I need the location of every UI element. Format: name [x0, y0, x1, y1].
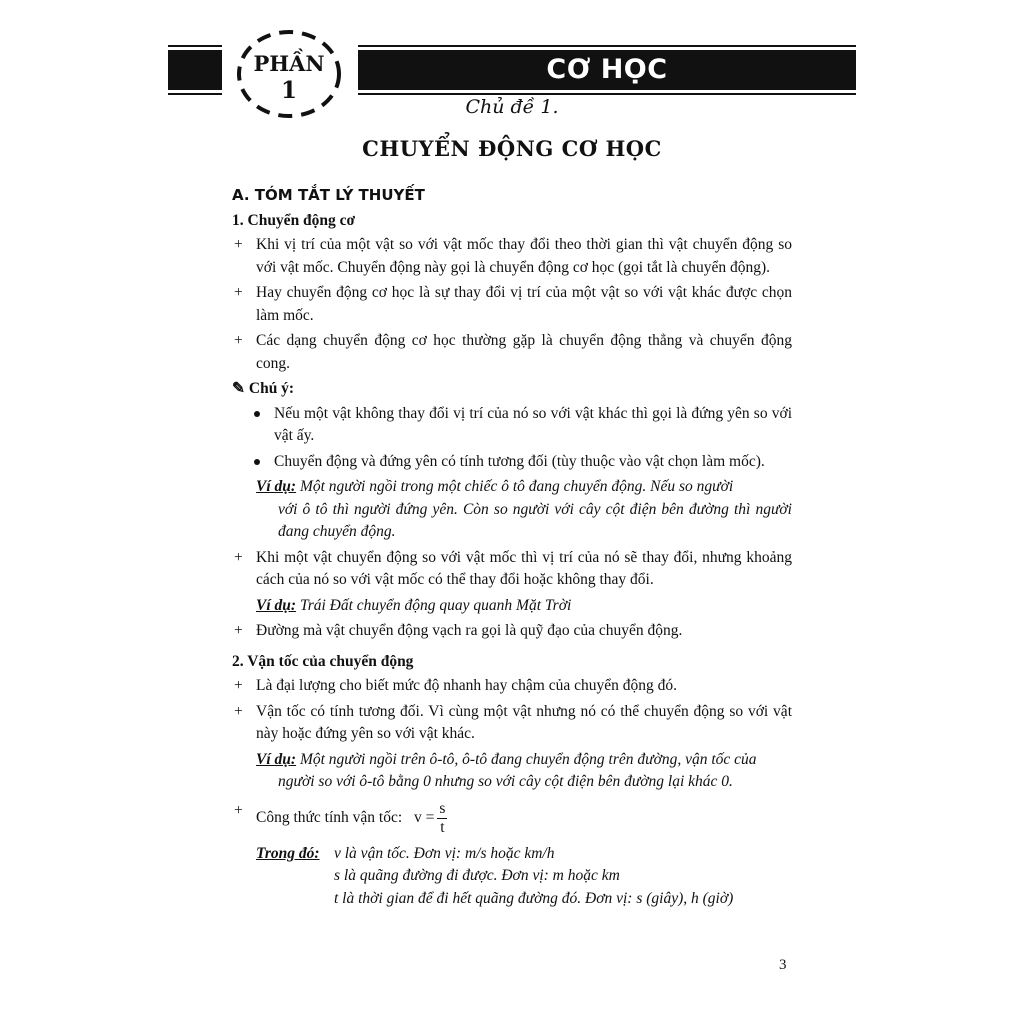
header-rule-top-left — [168, 45, 222, 47]
example-block: Ví dụ: Một người ngồi trong một chiếc ô tô đang chuyển động. Nếu so người với ô tô thì người đứng yên. Còn so người với cây cột điện bên đường thì người đang chuyển động. — [256, 478, 792, 540]
plus-marker: + — [234, 284, 243, 301]
plus-marker: + — [234, 622, 243, 639]
header-rule-bottom-left — [168, 93, 222, 95]
subsection-2-title: 2. Vận tốc của chuyển động — [232, 652, 414, 670]
part-word: PHẦN — [253, 51, 325, 76]
bullet-dot-icon — [254, 411, 260, 417]
fraction-numerator: s — [439, 799, 446, 817]
example-label: Ví dụ: — [256, 750, 297, 768]
subsection-1-title: 1. Chuyển động cơ — [232, 211, 356, 229]
chapter-title: CHUYỂN ĐỘNG CƠ HỌC — [362, 136, 662, 161]
velocity-formula: v = $\frac{s}{t}$ — [414, 799, 446, 836]
list-item: + Khi vị trí của một vật so với vật mốc thay đổi theo thời gian thì vật chuyển động so với vật mốc. Chuyển động này gọi là chuyển động cơ học (gọi tắt là chuyển động). — [234, 236, 792, 276]
list-item: + Đường mà vật chuyển động vạch ra gọi là quỹ đạo của chuyển động. — [232, 620, 792, 643]
list-item: + Các dạng chuyển động cơ học thường gặp là chuyển động thẳng và chuyển động cong. — [234, 332, 792, 372]
note-heading: ✎ Chú ý: — [232, 380, 295, 397]
where-label: Trong đó: — [256, 844, 320, 862]
header-rule-top-right — [358, 45, 856, 47]
example-label: Ví dụ: — [256, 596, 297, 614]
example-label: Ví dụ: — [256, 478, 297, 495]
example-block: Ví dụ: Trái Đất chuyển động quay quanh Mặt Trời — [256, 596, 572, 614]
header-rule-bottom-right — [358, 93, 856, 95]
fraction-denominator: t — [440, 818, 445, 836]
list-item: + Là đại lượng cho biết mức độ nhanh hay chậm của chuyển động đó. — [232, 675, 792, 698]
bullet-dot-icon — [254, 459, 260, 465]
fraction — [437, 800, 447, 837]
plus-marker: + — [234, 801, 243, 819]
topic-label: Chủ đề 1. — [465, 96, 559, 118]
where-line: v là vận tốc. Đơn vị: m/s hoặc km/h — [334, 844, 555, 862]
example-block: Ví dụ: Một người ngồi trên ô-tô, ô-tô đang chuyển động trên đường, vận tốc của người so với ô-tô bằng 0 nhưng so với cây cột điện bên đường lại khác 0. — [256, 750, 757, 790]
list-item: + Vận tốc có tính tương đối. Vì cùng một vật nhưng nó có thể chuyển động so với vật này hoặc đứng yên so với vật khác. — [234, 702, 792, 742]
note-bullet: Chuyển động và đứng yên có tính tương đối (tùy thuộc vào vật chọn làm mốc). — [232, 451, 792, 474]
section-a-title: A. TÓM TẮT LÝ THUYẾT — [232, 186, 425, 204]
list-item: + Hay chuyển động cơ học là sự thay đổi vị trí của một vật so với vật khác được chọn làm mốc. — [234, 284, 792, 324]
pencil-icon: ✎ — [232, 380, 245, 397]
list-item: + Khi một vật chuyển động so với vật mốc thì vị trí của nó sẽ thay đổi, nhưng khoảng cách của nó so với vật mốc có thể thay đổi hoặc không thay đổi. — [234, 548, 792, 588]
plus-marker: + — [234, 677, 243, 694]
header-band-left — [168, 50, 222, 90]
note-bullet: Nếu một vật không thay đổi vị trí của nó so với vật khác thì gọi là đứng yên so với vật ấy. — [232, 403, 792, 448]
formula-row: + Công thức tính vận tốc: v = $\frac{s}{t}$ — [234, 799, 446, 836]
where-line: s là quãng đường đi được. Đơn vị: m hoặc km — [334, 867, 620, 884]
content-body — [232, 184, 792, 910]
where-line: t là thời gian để đi hết quãng đường đó. Đơn vị: s (giây), h (giờ) — [334, 889, 734, 907]
plus-marker: + — [234, 236, 243, 253]
plus-marker: + — [234, 702, 243, 720]
page-number: 3 — [779, 957, 787, 973]
part-title: CƠ HỌC — [546, 54, 668, 85]
part-number: 1 — [280, 77, 297, 104]
where-block — [232, 843, 792, 911]
plus-marker: + — [234, 332, 243, 349]
plus-marker: + — [234, 548, 243, 566]
where-lines — [334, 843, 733, 911]
